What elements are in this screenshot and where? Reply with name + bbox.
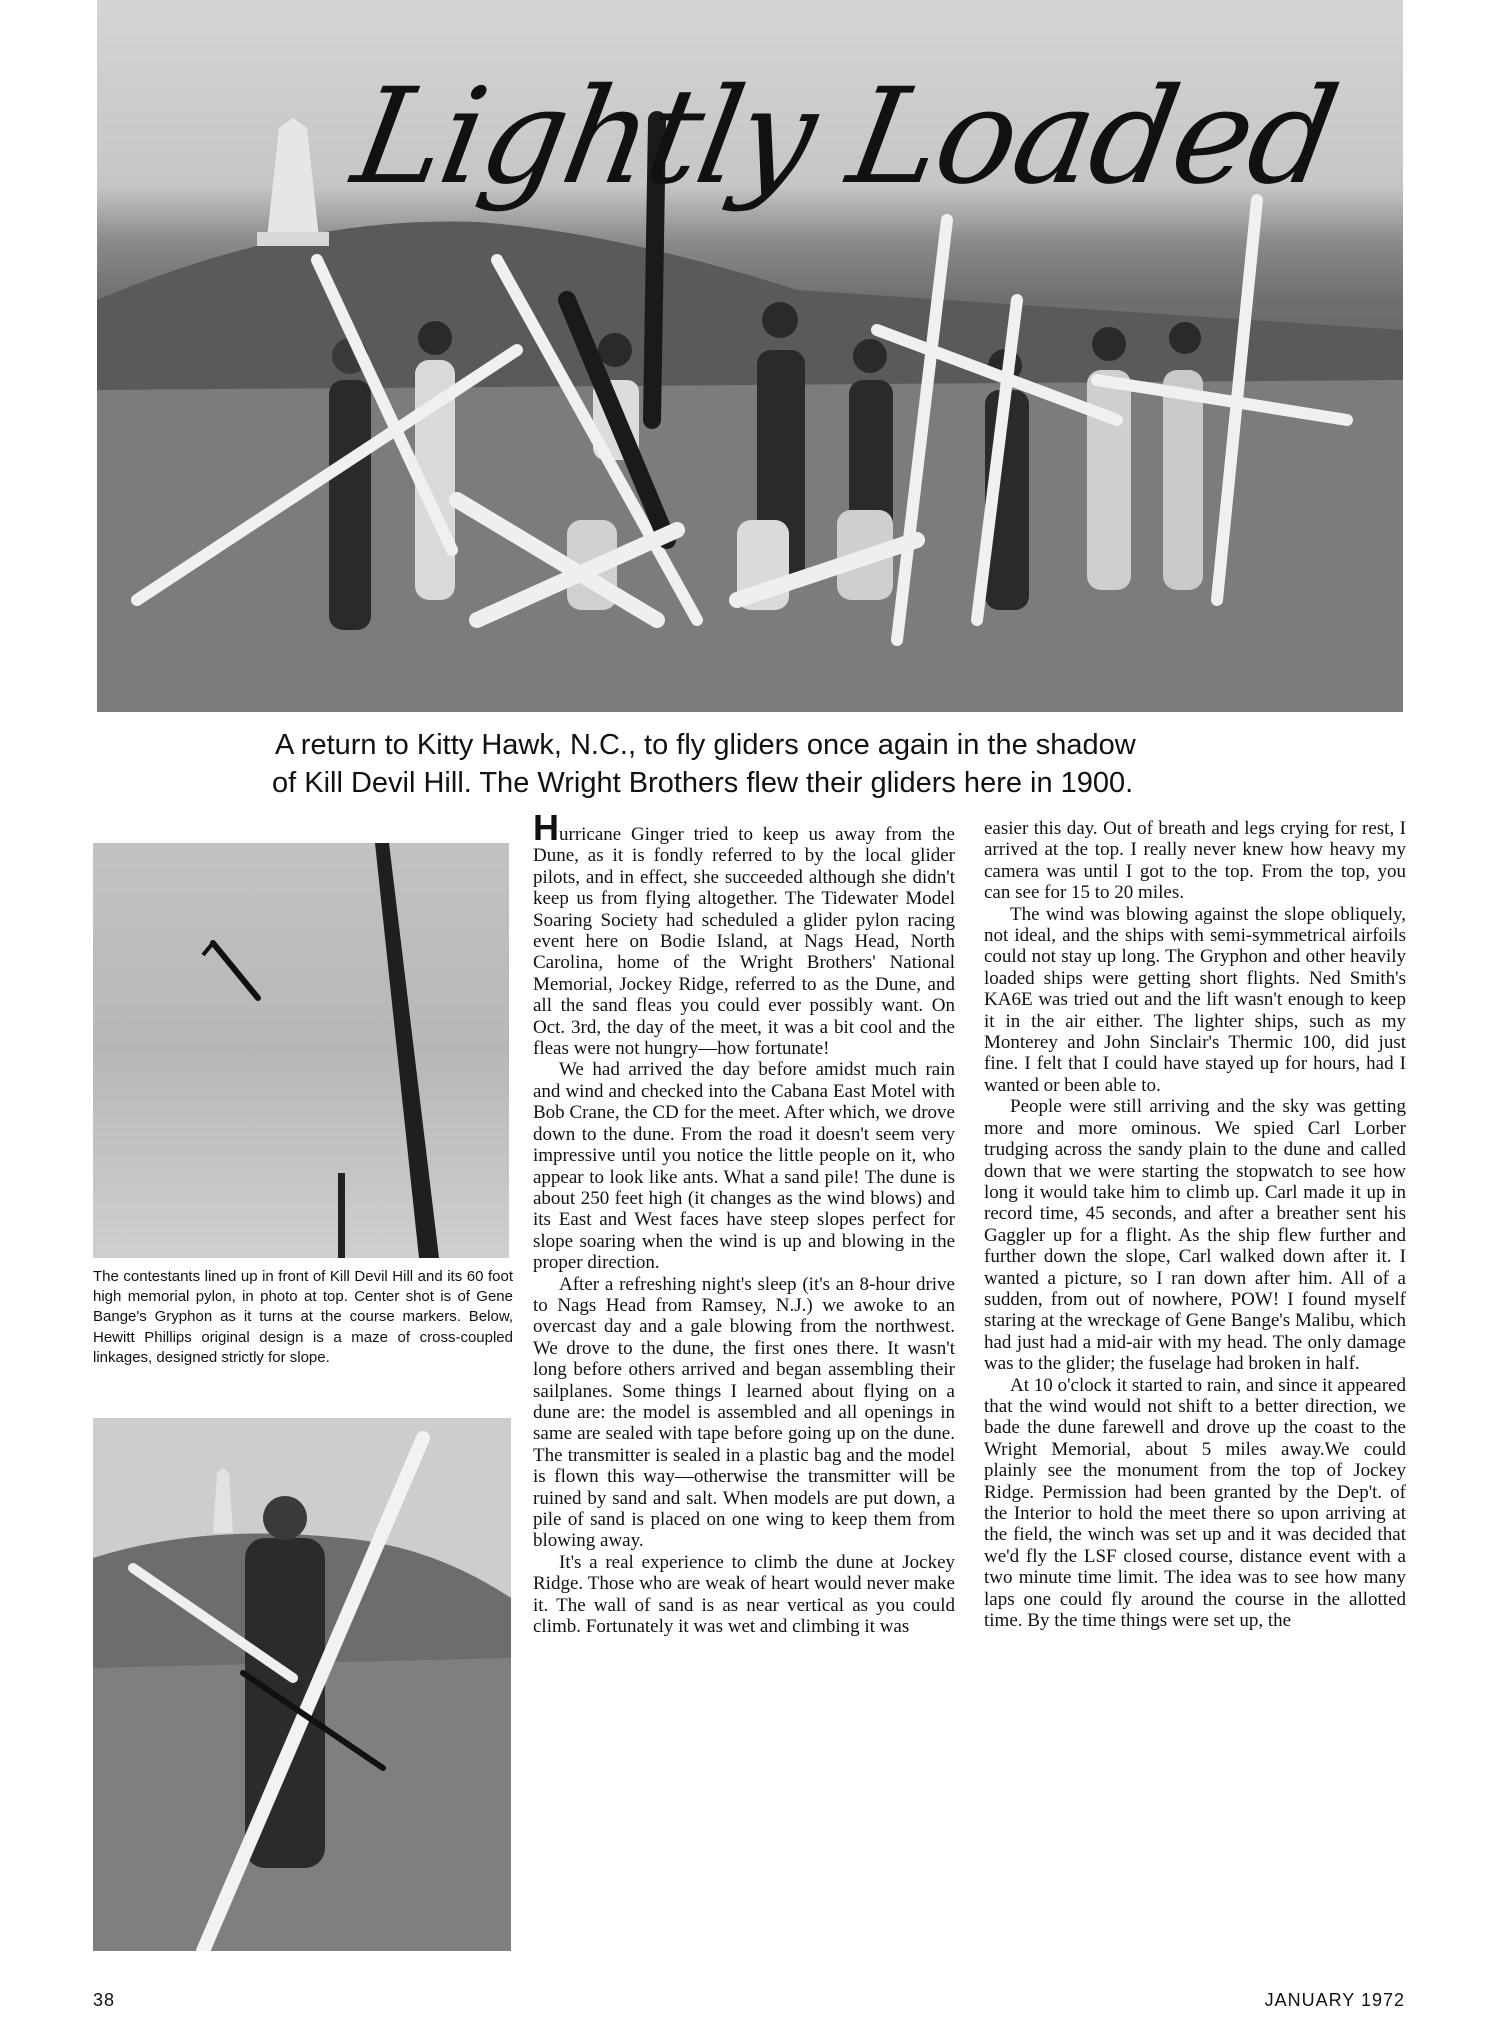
paragraph: People were still arriving and the sky was getting more and more ominous. We spied Carl Lorber trudging across the sandy plain to the dune and called down that we were starting the stopwatch to see how long it would take him to climb up. Carl made it up in record time, 45 seconds, and after a breather sent his Gaggler up for a flight. As the ship flew further and further down the slope, Carl walked down after it. I wanted a picture, so I ran down after him. All of a sudden, from out of nowhere, POW! I found myself staring at the wreckage of Gene Bange's Malibu, which had just had a mid-air with my head. The only damage was to the glider; the fuselage had broken in half. (984, 1096, 1406, 1375)
page-number: 38 (93, 1990, 116, 2010)
photo-man-with-glider (93, 1418, 511, 1951)
paragraph: It's a real experience to climb the dune at Jockey Ridge. Those who are weak of heart would never make it. The wall of sand is as near vertical as you could climb. Fortunately it was wet and climbing it was (533, 1551, 955, 1638)
article-column-1 (533, 807, 955, 1638)
issue-date: JANUARY 1972 (1264, 1990, 1405, 2010)
paragraph: After a refreshing night's sleep (it's an 8-hour drive to Nags Head from Ramsey, N.J.) we awoke to an overcast day and a gale blowing from the northwest. We drove to the dune, the first ones there. It wasn't long before others arrived and began assembling their sailplanes. Some things I learned about flying on a dune are: the model is assembled and all openings in same are sealed with tape before going up on the dune. The transmitter is sealed in a plastic bag and the model is flown this way—otherwise the transmitter will be ruined by sand and salt. When models are put down, a pile of sand is placed on one wing to keep them from blowing away. (533, 1273, 955, 1552)
drop-cap: H (533, 807, 559, 848)
paragraph: At 10 o'clock it started to rain, and since it appeared that the wind would not shift to a better direction, we bade the dune farewell and drove up the coast to the Wright Memorial, about 5 miles away.We could plainly see the monument from the top of Jockey Ridge. Permission had been granted by the Dep't. of the Interior to hold the meet there so upon arriving at the field, the winch was set up and it was decided that we'd fly the LSF closed course, distance event with a two minute time limit. The idea was to see how many laps one could fly around the course in the allotted time. By the time things were set up, the (984, 1374, 1406, 1632)
man-with-glider-icon (93, 1418, 511, 1951)
main-caption (272, 726, 1255, 802)
photo-caption: The contestants lined up in front of Kill Devil Hill and its 60 foot high memorial pylon, in photo at top. Center shot is of Gene Bange's Gryphon as it turns at the course markers. Below, Hewitt Phillips original design is a maze of cross-coupled linkages, designed strictly for slope. (93, 1268, 513, 1366)
paragraph: Hurricane Ginger tried to keep us away from the Dune, as it is fondly referred to by the local glider pilots, and in effect, she succeeded although she didn't keep us from flying altogether. The Tidewater Model Soaring Society had scheduled a glider pylon racing event here on Bodie Island, at Nags Head, North Carolina, home of the Wright Brothers' National Memorial, Jockey Ridge, referred to as the Dune, and all the sand fleas you could ever possibly want. On Oct. 3rd, the day of the meet, it was a bit cool and the fleas were not hungry—how fortunate! (533, 807, 955, 1060)
main-caption-line-2: of Kill Devil Hill. The Wright Brothers flew their gliders here in 1900. (272, 767, 1134, 799)
paragraph: The wind was blowing against the slope obliquely, not ideal, and the ships with semi-symmetrical airfoils could not stay up long. The Gryphon and other heavily loaded ships were getting short flights. Ned Smith's KA6E was tried out and the lift wasn't enough to keep it in the air either. The lighter ships, such as my Monterey and John Sinclair's Thermic 100, did just fine. I felt that I could have stayed up for hours, had I wanted or been able to. (984, 903, 1406, 1096)
photo-glider-in-flight (93, 843, 509, 1258)
main-caption-line-1: A return to Kitty Hawk, N.C., to fly gliders once again in the shadow (275, 729, 1136, 761)
hero-photo (97, 0, 1403, 712)
glider-in-flight-icon (93, 843, 509, 1258)
article-column-2 (984, 818, 1406, 1631)
paragraph: We had arrived the day before amidst much rain and wind and checked into the Cabana East Motel with Bob Crane, the CD for the meet. After which, we drove down to the dune. From the road it doesn't seem very impressive until you notice the little people on it, who appear to look like ants. What a sand pile! The dune is about 250 feet high (it changes as the wind blows) and its East and West faces have steep slopes perfect for slope soaring when the wind is up and blowing in the proper direction. (533, 1059, 955, 1274)
article-title: Lightly Loaded (343, 60, 1347, 214)
paragraph: easier this day. Out of breath and legs crying for rest, I arrived at the top. I really never knew how heavy my camera was until I got to the top. From the top, you can see for 15 to 20 miles. (984, 818, 1406, 904)
